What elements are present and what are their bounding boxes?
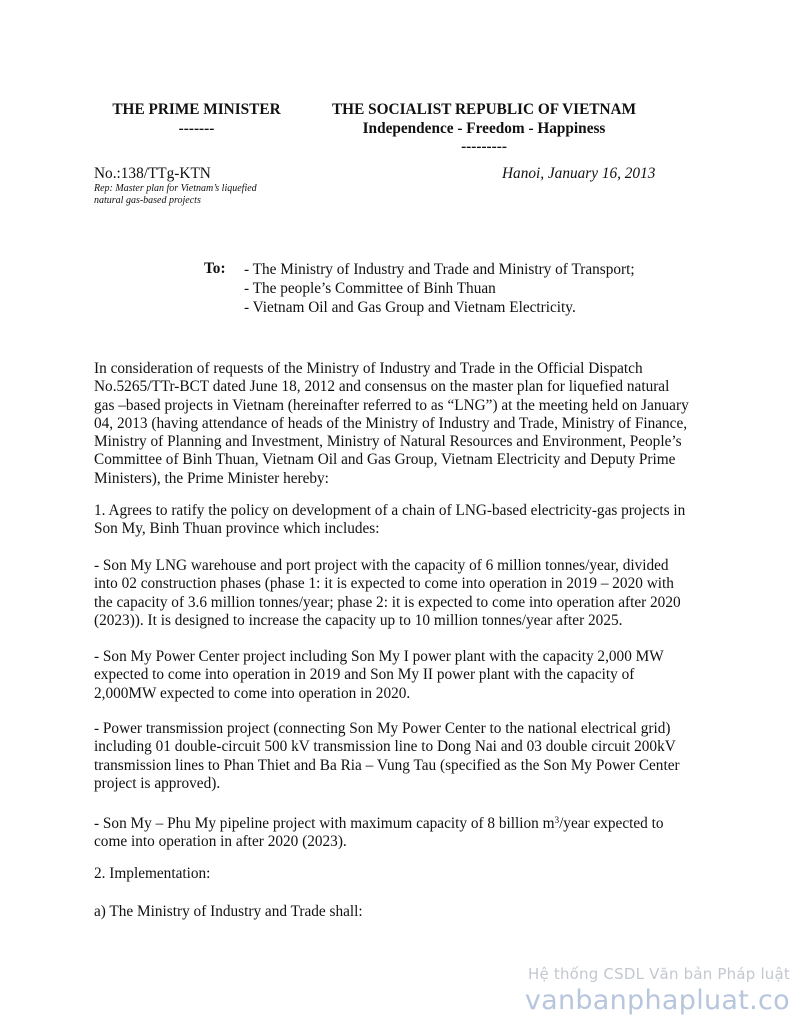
recipient-item: - Vietnam Oil and Gas Group and Vietnam Electricity.	[244, 299, 576, 316]
issuer-rule: -------	[178, 119, 215, 137]
text-line: the capacity of 3.6 million tonnes/year; phase 2: it is expected to come into operation after 2020	[94, 593, 681, 611]
subject-reference	[94, 183, 257, 207]
text-line: - Power transmission project (connecting Son My Power Center to the national electrical grid)	[94, 720, 671, 737]
text-line: come into operation in after 2020 (2023).	[94, 833, 347, 851]
power-center-paragraph	[94, 648, 734, 703]
subject-line-1: Rep: Master plan for Vietnam’s liquefied	[94, 183, 257, 194]
site-watermark	[525, 965, 790, 1016]
text-line: project is approved).	[94, 774, 221, 792]
document-date: Hanoi, January 16, 2013	[502, 165, 656, 182]
text-line: including 01 double-circuit 500 kV transmission line to Dong Nai and 03 double circuit 200kV	[94, 738, 676, 756]
subject-line-2: natural gas-based projects	[94, 195, 201, 206]
point-1-paragraph	[94, 502, 734, 539]
intro-paragraph	[94, 360, 734, 488]
superscript: 3	[554, 815, 560, 825]
text-line: expected to come into operation in 2019 and Son My II power plant with the capacity of	[94, 666, 635, 684]
issuer-title: THE PRIME MINISTER	[112, 101, 281, 118]
text-line: into 02 construction phases (phase 1: it is expected to come into operation in 2019 – 2020 with	[94, 575, 674, 593]
document-number: No.:138/TTg-KTN	[94, 165, 211, 182]
recipients-label: To:	[204, 260, 226, 277]
text-line: (2023)). It is designed to increase the capacity up to 10 million tonnes/year after 2025.	[94, 611, 623, 629]
text-line: 2. Implementation:	[94, 865, 211, 882]
text-line: 2,000MW expected to come into operation in 2020.	[94, 684, 411, 702]
country-title: THE SOCIALIST REPUBLIC OF VIETNAM	[331, 101, 637, 118]
recipient-item: - The people’s Committee of Binh Thuan	[244, 280, 496, 297]
moit-heading	[94, 903, 734, 921]
national-motto: Independence - Freedom - Happiness	[362, 119, 606, 137]
national-header-block	[320, 101, 648, 157]
text-line: Ministry of Planning and Investment, Ministry of Natural Resources and Environment, People’s	[94, 433, 682, 451]
recipient-item: - The Ministry of Industry and Trade and Ministry of Transport;	[244, 261, 635, 278]
implementation-heading	[94, 865, 734, 883]
text-line: In consideration of requests of the Ministry of Industry and Trade in the Official Dispatch	[94, 360, 643, 377]
text-line: Committee of Binh Thuan, Vietnam Oil and Gas Group, Vietnam Electricity and Deputy Prime	[94, 451, 676, 469]
text-line: No.5265/TTr-BCT dated June 18, 2012 and consensus on the master plan for liquefied natural	[94, 378, 670, 396]
lng-warehouse-paragraph	[94, 557, 734, 630]
power-transmission-paragraph	[94, 720, 734, 793]
text-line: Ministers), the Prime Minister hereby:	[94, 469, 329, 487]
text-line: gas –based projects in Vietnam (hereinafter referred to as “LNG”) at the meeting held on January	[94, 396, 689, 414]
pipeline-paragraph	[94, 811, 734, 852]
text-line	[94, 811, 734, 833]
text-line: - Son My Power Center project including Son My I power plant with the capacity 2,000 MW	[94, 648, 664, 665]
text-line: 04, 2013 (having attendance of heads of the Ministry of Industry and Trade, Ministry of Finance,	[94, 414, 688, 432]
motto-rule: ---------	[461, 138, 507, 155]
text-segment: /year expected to	[559, 815, 664, 832]
text-line: transmission lines to Phan Thiet and Ba Ria – Vung Tau (specified as the Son My Power Center	[94, 756, 680, 774]
watermark-line-1: Hệ thống CSDL Văn bản Pháp luật	[527, 965, 790, 983]
text-line: a) The Ministry of Industry and Trade shall:	[94, 903, 363, 920]
issuer-block	[95, 101, 298, 138]
text-line: - Son My LNG warehouse and port project with the capacity of 6 million tonnes/year, divided	[94, 557, 669, 574]
text-line: Son My, Binh Thuan province which includes:	[94, 520, 380, 538]
text-segment: - Son My – Phu My pipeline project with maximum capacity of 8 billion m	[94, 815, 555, 832]
watermark-line-2: vanbanphapluat.co	[524, 985, 790, 1016]
text-line: 1. Agrees to ratify the policy on development of a chain of LNG-based electricity-gas projects in	[94, 502, 686, 519]
recipients-list	[244, 260, 635, 317]
